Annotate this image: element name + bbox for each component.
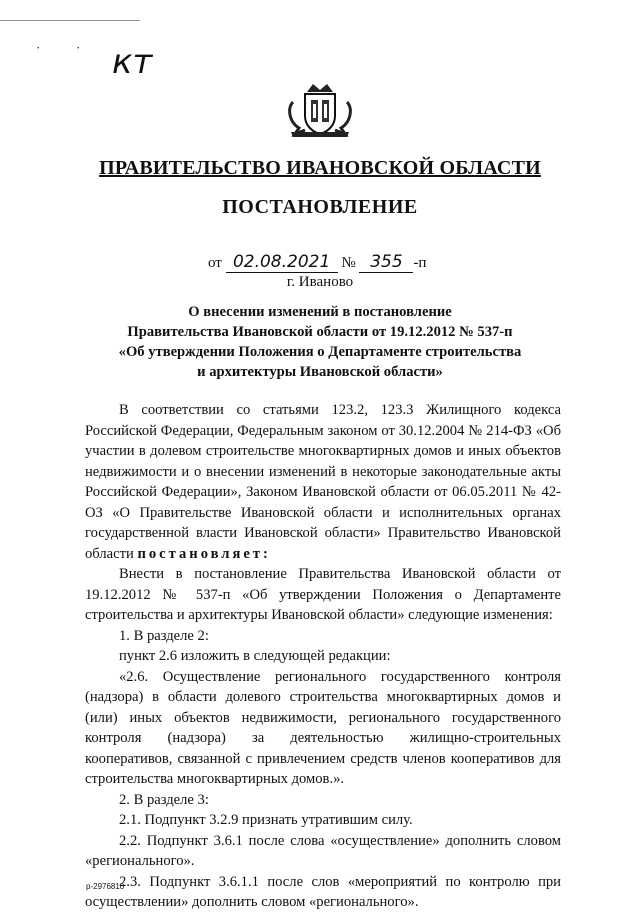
document-date: 02.08.2021: [226, 252, 338, 273]
paragraph: 1. В разделе 2:: [119, 627, 209, 644]
document-title: [100, 302, 540, 382]
city: г. Иваново: [286, 274, 354, 290]
organization-title: ПРАВИТЕЛЬСТВО ИВАНОВСКОЙ ОБЛАСТИ: [99, 157, 541, 179]
title-line: Правительства Ивановской области от 19.12.2012 № 537-п: [127, 324, 513, 340]
resolves-word: постановляет:: [137, 545, 271, 562]
scan-dot: ·: [76, 40, 81, 55]
preamble-text: В соответствии со статьями 123.2, 123.3 Жилищного кодекса Российской Федерации, Федеральным законом от 30.12.2004 № 214-ФЗ «Об участии в долевом строительстве многоквартирных домов и иных объектов недвижимости и о внесении изменений в некоторые законодательные акты Российской Федерации», Законом Ивановской области от 06.05.2011 № 42-ОЗ «О Правительстве Ивановской области и исполнительных органах государственной власти Ивановской области» Правительство Ивановской области: [85, 402, 561, 562]
paragraph: 2.2. Подпункт 3.6.1 после слова «осуществление» дополнить словом «регионального».: [85, 832, 561, 869]
title-line: и архитектуры Ивановской области»: [197, 364, 443, 380]
paragraph: пункт 2.6 изложить в следующей редакции:: [119, 648, 391, 664]
number-prefix: №: [341, 255, 356, 271]
document-body: [85, 400, 561, 913]
scan-dot: ·: [36, 40, 41, 55]
preamble-paragraph: [85, 400, 561, 564]
paragraph: 2.1. Подпункт 3.2.9 признать утратившим силу.: [119, 812, 413, 828]
coat-of-arms-emblem: [285, 82, 355, 138]
title-line: О внесении изменений в постановление: [188, 304, 452, 320]
footer-code: p-2976810: [86, 882, 125, 891]
document-number: 355: [359, 252, 413, 273]
date-prefix: от: [208, 255, 222, 271]
paragraph: 2. В разделе 3:: [119, 791, 209, 808]
scan-artifact-line: [0, 20, 140, 21]
registration-line: [208, 252, 426, 273]
number-suffix: -п: [413, 255, 427, 271]
document-type: ПОСТАНОВЛЕНИЕ: [222, 196, 418, 218]
title-line: «Об утверждении Положения о Департаменте строительства: [118, 344, 522, 360]
handwritten-mark: кт: [112, 42, 153, 82]
paragraph: Внести в постановление Правительства Ивановской области от 19.12.2012 № 537-п «Об утверждении Положения о Департаменте строительства и архитектуры Ивановской области» следующие изменения:: [85, 566, 561, 623]
paragraph: 2.3. Подпункт 3.6.1.1 после слов «мероприятий по контролю при осуществлении» дополнить словом «регионального».: [85, 873, 561, 910]
paragraph: «2.6. Осуществление регионального государственного контроля (надзора) в области долевого строительства многоквартирных домов и (или) иных объектов недвижимости, регионального государственного контроля (надзора) за деятельностью жилищно-строительных кооперативов, связанной с привлечением средств членов кооперативов для строительства многоквартирных домов.».: [85, 668, 561, 787]
